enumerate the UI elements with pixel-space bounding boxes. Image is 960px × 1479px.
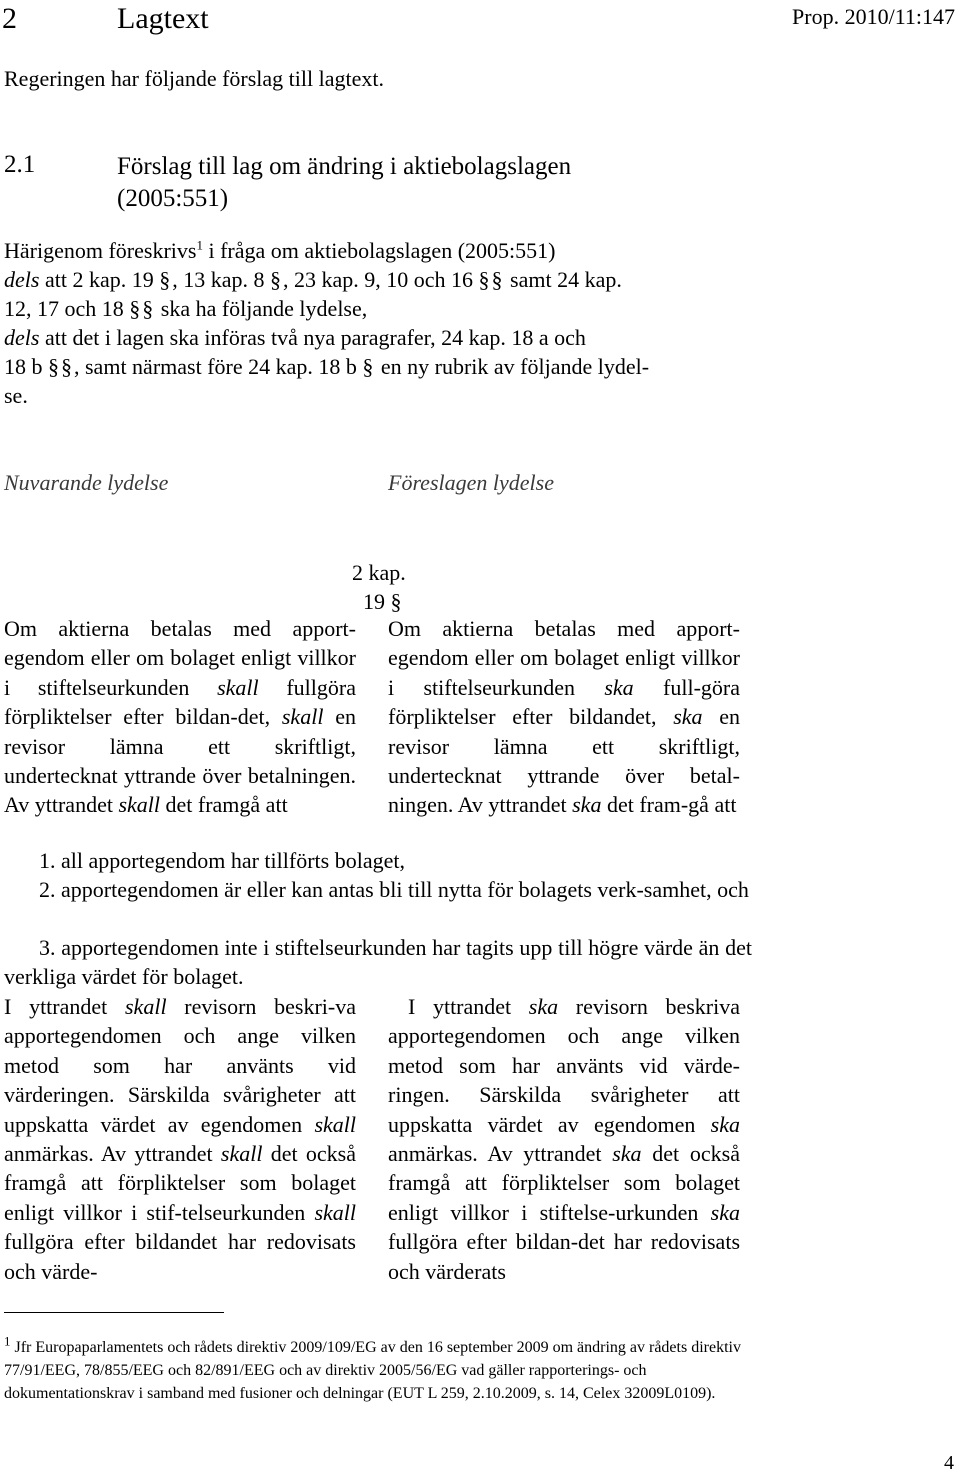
section-sign-icon	[159, 265, 172, 294]
text-run: Om aktierna betalas med apport-egendom eller om bolaget enligt villkor i stiftelseurkunden	[388, 616, 740, 700]
preamble-italic: dels	[4, 267, 40, 292]
section-sign-icon	[48, 352, 61, 381]
preamble-text: ska ha följande lydelse,	[155, 296, 368, 321]
italic-run: skall	[281, 704, 324, 730]
text-run: anmärkas. Av yttrandet	[4, 1141, 221, 1167]
text-run: fullgöra efter bildandet har redovisats och värde-	[4, 1229, 356, 1284]
paragraph-number: 19	[363, 589, 391, 614]
text-run: fullgöra förpliktelser efter bildan-det,	[4, 674, 356, 730]
text-run: det framgå att	[160, 792, 288, 818]
italic-run: ska	[673, 704, 703, 730]
italic-run: ska	[572, 792, 602, 818]
current-text-2	[4, 992, 356, 1286]
page-number: 4	[944, 1452, 954, 1474]
preamble-line6: se.	[4, 383, 28, 408]
preamble-line5	[4, 352, 752, 381]
section-title-line1: Förslag till lag om ändring i aktiebolagslagen	[117, 153, 572, 180]
column-heading-current: Nuvarande lydelse	[4, 470, 169, 495]
text-run: I yttrandet	[408, 994, 529, 1019]
section-number: 2.1	[4, 151, 36, 178]
italic-run: ska	[528, 994, 559, 1019]
section-sign-icon	[142, 294, 155, 323]
list-item-2: 2. apportegendomen är eller kan antas bli till nytta för bolagets verk-samhet, och	[39, 877, 749, 902]
preamble-line4	[4, 323, 752, 352]
footnote-ref[interactable]: 1	[196, 237, 203, 253]
section-title	[117, 151, 571, 215]
text-run: en revisor lämna ett skriftligt, undertecknat yttrande över betalningen. Av yttrandet	[4, 704, 356, 818]
preamble-text: , samt närmast före 24 kap. 18 b	[74, 354, 363, 379]
chapter-number: 2	[2, 2, 17, 35]
section-title-line2: (2005:551)	[117, 185, 229, 212]
text-run: full-göra förpliktelser efter bildandet,	[388, 674, 740, 730]
preamble-text: , 13 kap. 8	[172, 267, 270, 292]
section-sign-icon	[479, 265, 492, 294]
preamble-text: , 23 kap. 9, 10 och 16	[282, 267, 479, 292]
text-run: Om aktierna betalas med apport-egendom eller om bolaget enligt villkor i stiftelseurkunden	[4, 616, 356, 700]
list-item-1: 1. all apportegendom har tillförts bolaget,	[39, 848, 405, 873]
preamble-text: Härigenom föreskrivs	[4, 238, 197, 263]
preamble-text: en ny rubrik av följande lydel-	[375, 354, 650, 379]
text-run: det också framgå att förpliktelser som bolaget enligt villkor i stif-telseurkunden	[4, 1141, 356, 1225]
italic-run: ska	[604, 674, 634, 700]
proposed-text-2	[388, 992, 740, 1286]
text-run: anmärkas. Av yttrandet	[388, 1141, 613, 1167]
current-text-1	[4, 614, 356, 820]
text-run: en revisor lämna ett skriftligt, undertecknat yttrande över betal-ningen. Av yttrandet	[388, 704, 740, 818]
preamble	[4, 236, 752, 410]
prop-label: Prop. 2010/11:147	[792, 4, 955, 29]
preamble-text: samt 24 kap.	[504, 267, 622, 292]
preamble-line1	[4, 236, 752, 265]
text-run: I yttrandet	[4, 994, 125, 1019]
preamble-line2	[4, 265, 752, 294]
section-sign-icon	[129, 294, 142, 323]
section-sign-icon	[362, 352, 375, 381]
preamble-text: 18 b	[4, 354, 48, 379]
italic-run: skall	[220, 1141, 263, 1167]
italic-run: ska	[710, 1111, 740, 1137]
footnote-divider	[4, 1312, 224, 1313]
section-sign-icon	[270, 265, 283, 294]
text-run: det också framgå att förpliktelser som bolaget enligt villkor i stiftelse-urkunden	[388, 1141, 740, 1225]
preamble-italic: dels	[4, 325, 40, 350]
column-heading-proposed: Föreslagen lydelse	[388, 470, 554, 495]
section-sign-icon	[391, 589, 404, 615]
chapter-label: 2 kap.	[352, 560, 406, 585]
text-run: det fram-gå att	[601, 792, 737, 818]
paragraph-label	[363, 589, 404, 615]
section-sign-icon	[492, 265, 505, 294]
text-run: fullgöra efter bildan-det har redovisats och värderats	[388, 1229, 740, 1284]
italic-run: skall	[125, 994, 167, 1019]
italic-run: ska	[612, 1141, 642, 1167]
preamble-text: 12, 17 och 18	[4, 296, 130, 321]
footnote	[4, 1333, 754, 1405]
text-run: revisorn beskri-va apportegendomen och ange vilken metod som har använts vid värderingen. Särskilda svårigheter att uppskatta värdet av egendomen	[4, 994, 356, 1137]
list-item-3: 3. apportegendomen inte i stiftelseurkunden har tagits upp till högre värde än det verkliga värdet för bolaget.	[4, 935, 752, 989]
preamble-text: i fråga om aktiebolagslagen (2005:551)	[202, 238, 556, 263]
preamble-line3	[4, 294, 752, 323]
italic-run: skall	[314, 1111, 356, 1137]
footnote-mark: 1	[4, 1333, 11, 1349]
section-sign-icon	[61, 352, 74, 381]
footnote-text: Jfr Europaparlamentets och rådets direktiv 2009/109/EG av den 16 september 2009 om ändring av rådets direktiv 77/91/EEG, 78/855/EEG och 82/891/EEG och av direktiv 2005/56/EG vad gäller rapporterings- och dokumentationskrav i samband med fusioner och delningar (EUT L 259, 2.10.2009, s. 14, Celex 32009L0109).	[4, 1339, 741, 1402]
chapter-title: Lagtext	[117, 2, 209, 35]
preamble-text: att det i lagen ska införas två nya paragrafer, 24 kap. 18 a och	[39, 325, 586, 350]
intro-text: Regeringen har följande förslag till lagtext.	[4, 66, 384, 91]
preamble-text: att 2 kap. 19	[39, 267, 160, 292]
text-run: revisorn beskriva apportegendomen och ange vilken metod som har använts vid värde-ringen. Särskilda svårigheter att uppskatta värdet av egendomen	[388, 994, 740, 1137]
italic-run: skall	[314, 1199, 356, 1225]
italic-run: ska	[710, 1199, 740, 1225]
italic-run: skall	[217, 674, 259, 700]
proposed-text-1	[388, 614, 740, 820]
italic-run: skall	[118, 792, 161, 818]
